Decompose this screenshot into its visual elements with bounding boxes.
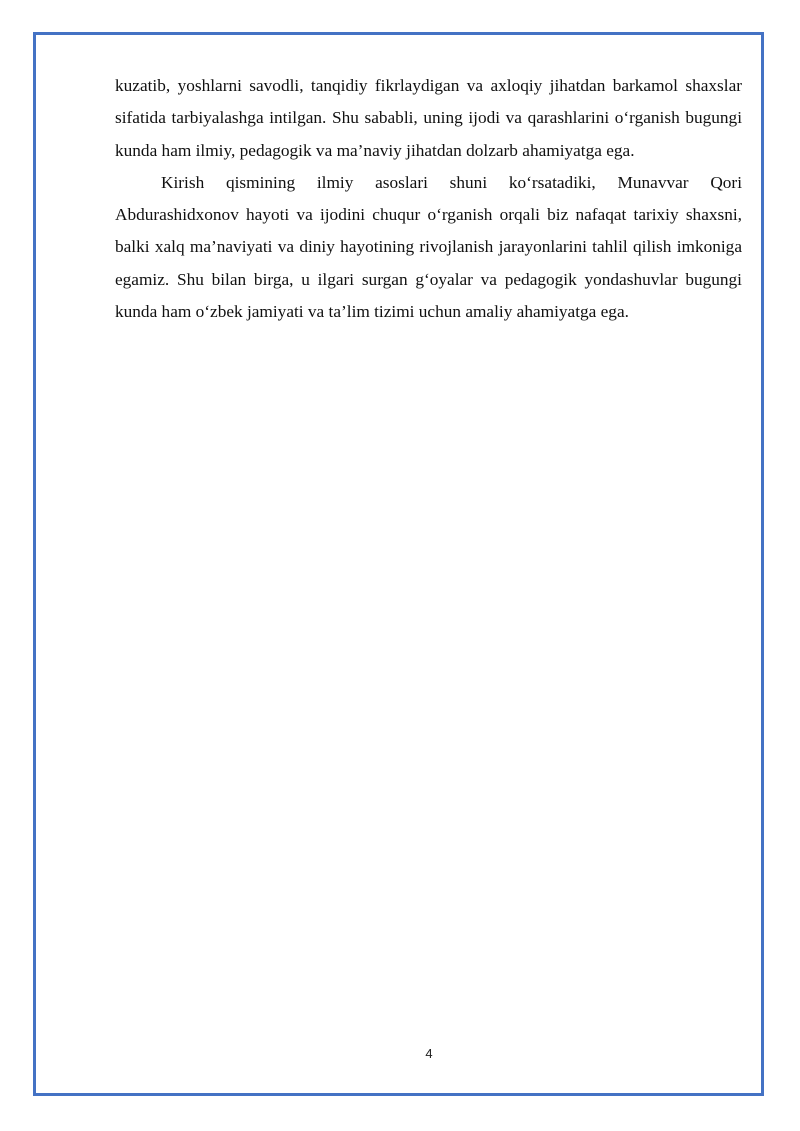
paragraph-introduction-basis: Kirish qismining ilmiy asoslari shuni ko‘rsatadiki, Munavvar Qori Abdurashidxonov hayoti va ijodini chuqur o‘rganish orqali biz nafaqat tarixiy shaxsni, balki xalq ma’naviyati va diniy hayotining rivojlanish jarayonlarini tahlil qilish imkoniga egamiz. Shu bilan birga, u ilgari surgan g‘oyalar va pedagogik yondashuvlar bugungi kunda ham o‘zbek jamiyati va ta’lim tizimi uchun amaliy ahamiyatga ega. xyxy=(115,172,742,322)
page-number: 4 xyxy=(425,1046,433,1061)
document-body xyxy=(115,70,742,328)
paragraph-continuation: kuzatib, yoshlarni savodli, tanqidiy fikrlaydigan va axloqiy jihatdan barkamol shaxslar sifatida tarbiyalashga intilgan. Shu sababli, uning ijodi va qarashlarini o‘rganish bugungi kunda ham ilmiy, pedagogik va ma’naviy jihatdan dolzarb ahamiyatga ega. xyxy=(115,76,742,160)
